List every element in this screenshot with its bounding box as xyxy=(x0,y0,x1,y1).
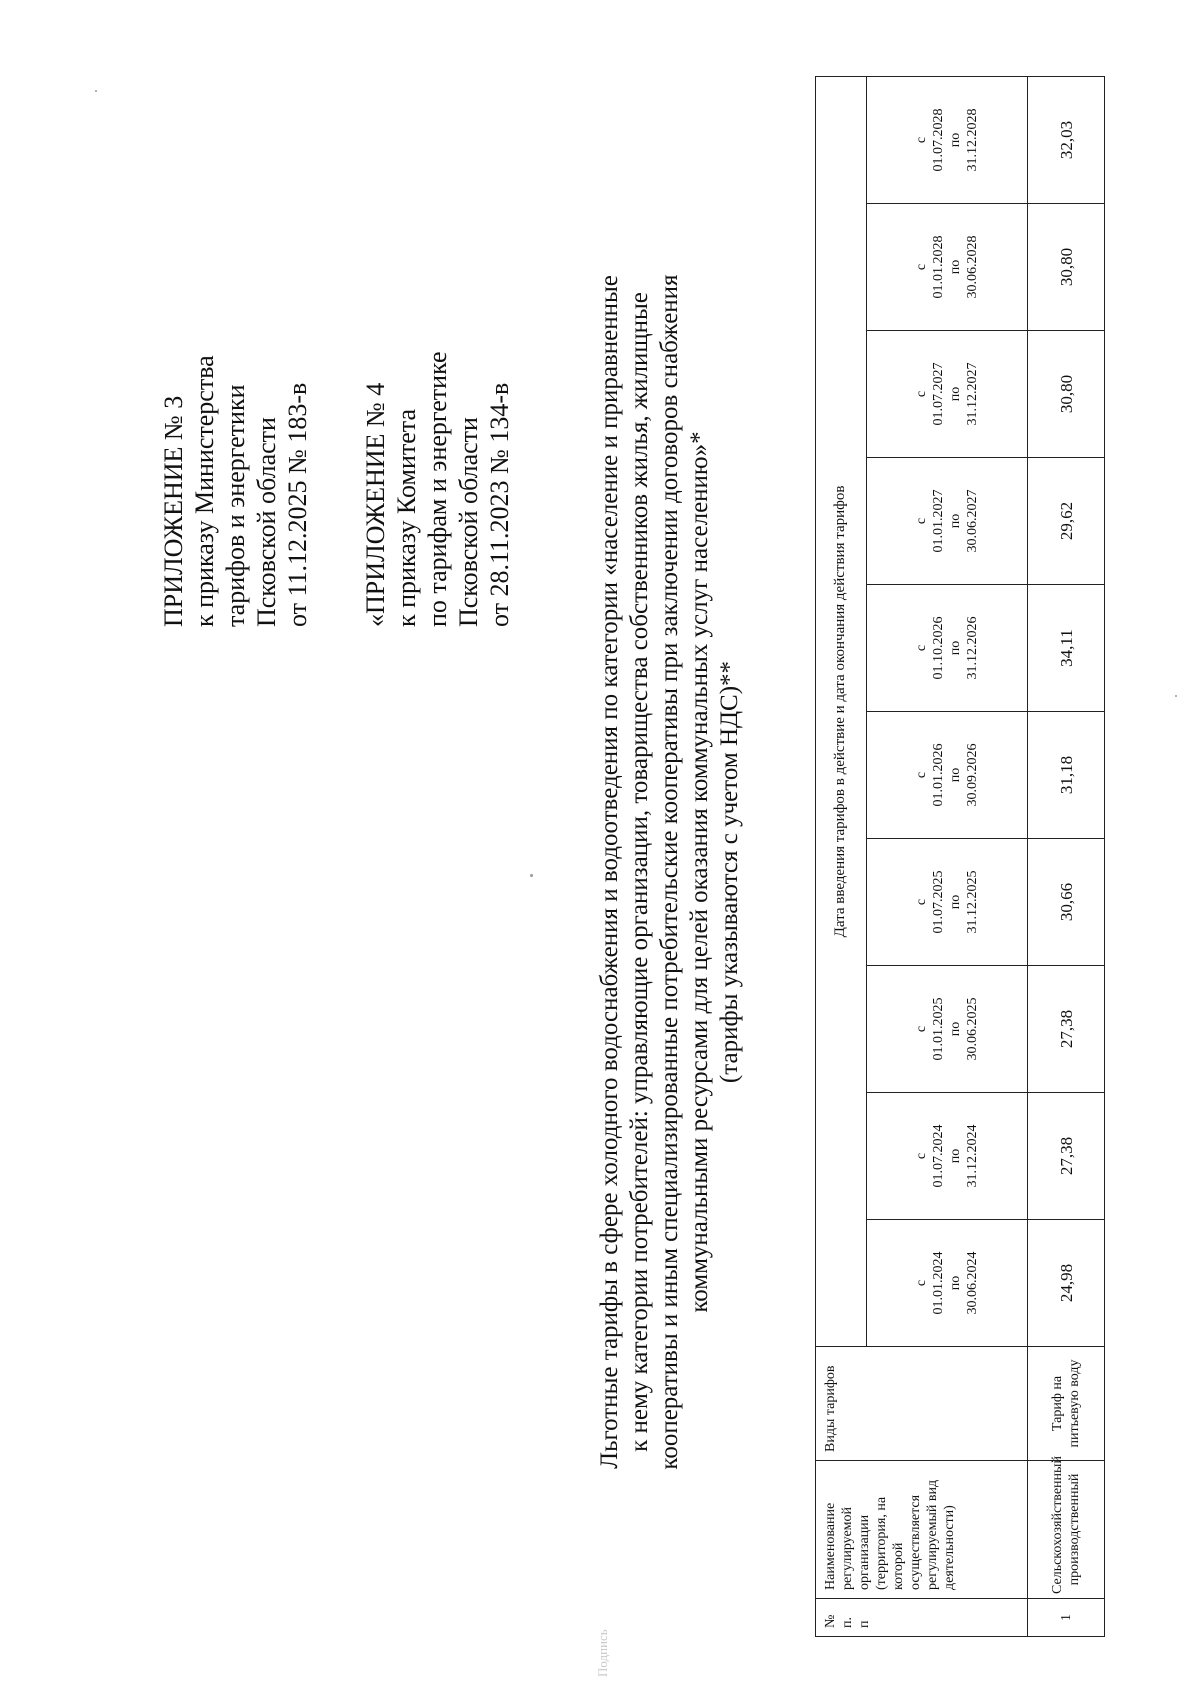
period-cell: с 01.07.2028 по 31.12.2028 xyxy=(866,76,1028,203)
appendix-old-line2: к приказу Комитета xyxy=(392,408,421,627)
appendix-old-heading: «ПРИЛОЖЕНИЕ № 4 xyxy=(361,382,390,627)
title-line: к нему категории потребителей: управляющие организации, товарищества собственников жилья, жилищные xyxy=(626,292,653,1452)
tariff-value: 34,11 xyxy=(1028,585,1105,712)
tariff-table xyxy=(815,76,1105,1637)
appendix-new-line5: от 11.12.2025 № 183-в xyxy=(283,382,312,627)
appendix-old-line5: от 28.11.2023 № 134-в xyxy=(485,382,514,627)
tariff-value: 32,03 xyxy=(1028,76,1105,203)
appendix-new-block xyxy=(158,297,313,627)
header-dates: Дата введения тарифов в действие и дата окончания действия тарифов xyxy=(816,76,867,1346)
tariff-value: 30,80 xyxy=(1028,331,1105,458)
period-cell: с 01.10.2026 по 31.12.2026 xyxy=(866,585,1028,712)
scan-speck xyxy=(95,90,97,92)
row-num: 1 xyxy=(1028,1599,1105,1637)
faded-stamp: Подпись xyxy=(595,1629,610,1677)
appendix-new-line3: тарифов и энергетики xyxy=(221,384,250,627)
header-org: Наименование регулируемой организации (территория, на которой осуществляется регулируемый вид деятельности) xyxy=(816,1461,1028,1599)
appendix-new-heading: ПРИЛОЖЕНИЕ № 3 xyxy=(159,395,188,627)
document-title xyxy=(595,232,745,1512)
tariff-value: 29,62 xyxy=(1028,458,1105,585)
appendix-new-line4: Псковской области xyxy=(252,417,281,627)
title-line: Льготные тарифы в сфере холодного водоснабжения и водоотведения по категории «население и приравненные xyxy=(596,275,623,1469)
appendix-old-block xyxy=(360,297,515,627)
scan-speck xyxy=(530,874,533,877)
tariff-value: 27,38 xyxy=(1028,966,1105,1093)
period-cell: с 01.01.2024 по 30.06.2024 xyxy=(866,1220,1028,1347)
tariff-value: 30,66 xyxy=(1028,839,1105,966)
title-line: коммунальными ресурсами для целей оказания коммунальных услуг населению»* xyxy=(686,431,713,1313)
table-header-row xyxy=(816,76,867,1636)
tariff-value: 31,18 xyxy=(1028,712,1105,839)
header-kind: Виды тарифов xyxy=(816,1347,1028,1461)
row-org: Сельскохозяйственный производственный xyxy=(1028,1461,1105,1599)
scan-speck xyxy=(1175,695,1177,697)
title-line: (тарифы указываются с учетом НДС)** xyxy=(716,660,743,1084)
row-kind: Тариф на питьевую воду xyxy=(1028,1347,1105,1461)
table-row xyxy=(1028,76,1105,1636)
tariff-value: 30,80 xyxy=(1028,204,1105,331)
period-cell: с 01.07.2027 по 31.12.2027 xyxy=(866,331,1028,458)
tariff-value: 24,98 xyxy=(1028,1220,1105,1347)
header-num: № п. п xyxy=(816,1599,1028,1637)
appendix-old-line4: Псковской области xyxy=(454,417,483,627)
period-cell: с 01.01.2027 по 30.06.2027 xyxy=(866,458,1028,585)
period-cell: с 01.07.2025 по 31.12.2025 xyxy=(866,839,1028,966)
period-cell: с 01.01.2028 по 30.06.2028 xyxy=(866,204,1028,331)
period-cell: с 01.01.2026 по 30.09.2026 xyxy=(866,712,1028,839)
title-line: кооперативы и иным специализированные потребительские кооперативы при заключении договоров снабжения xyxy=(656,274,683,1470)
tariff-value: 27,38 xyxy=(1028,1093,1105,1220)
appendix-old-line3: по тарифам и энергетике xyxy=(423,351,452,627)
period-cell: с 01.07.2024 по 31.12.2024 xyxy=(866,1093,1028,1220)
period-cell: с 01.01.2025 по 30.06.2025 xyxy=(866,966,1028,1093)
appendix-new-line2: к приказу Министерства xyxy=(190,355,219,627)
